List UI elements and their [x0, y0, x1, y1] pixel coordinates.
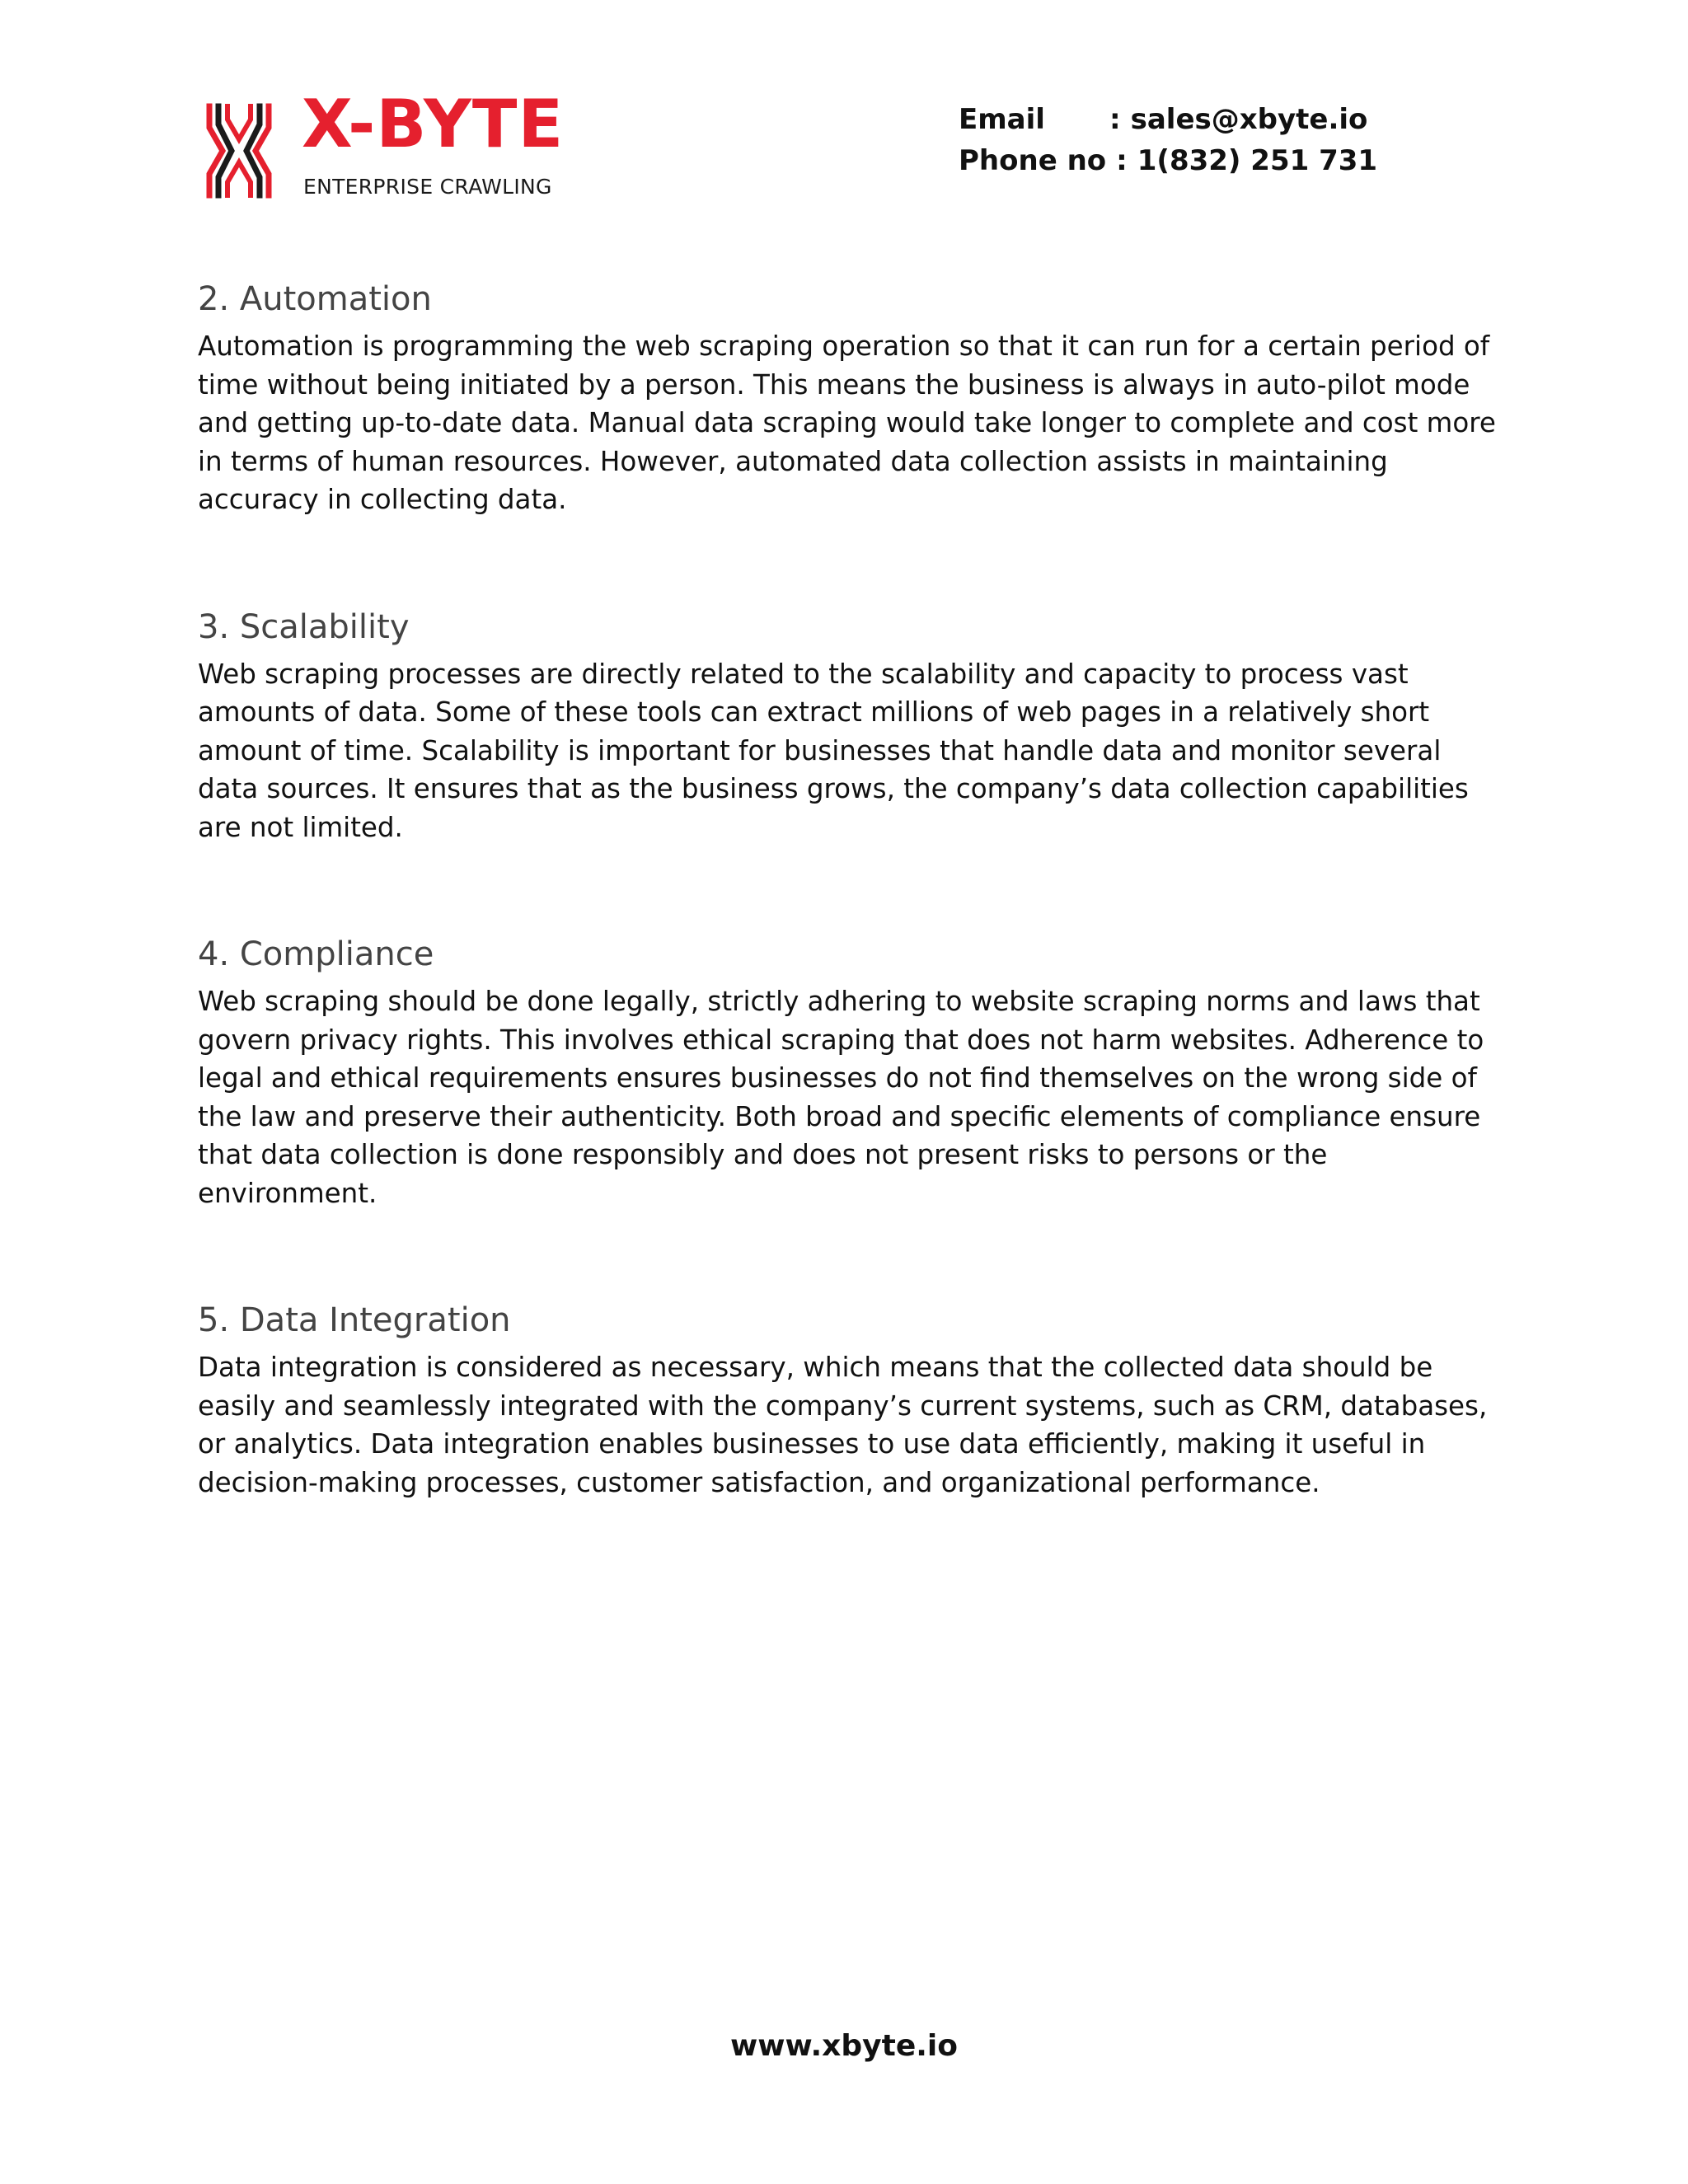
logo-wordmark: X-BYTE — [302, 86, 565, 162]
phone-separator: : — [1116, 144, 1128, 177]
email-value[interactable]: sales@xbyte.io — [1130, 103, 1368, 136]
footer-website-link[interactable]: www.xbyte.io — [730, 2029, 958, 2063]
section-paragraph: Web scraping should be done legally, strictly adhering to website scraping norms and laws that govern privacy rights. This involves ethical scraping that does not harm websites. Adherence to legal and ethical requirements ensures businesses do not find themselves on the wrong side of the law and preserve their authenticity. Both broad and specific elements of compliance ensure that data collection is done responsibly and does not present risks to persons or the environment. — [198, 986, 1484, 1209]
document-content — [198, 276, 1500, 1586]
section-heading: 4. Compliance — [198, 935, 434, 973]
section-paragraph: Data integration is considered as necessary, which means that the collected data should be easily and seamlessly integrated with the company’s current systems, such as CRM, databases, or analytics. Data integration enables businesses to use data efficiently, making it useful in decision-making processes, customer satisfaction, and organizational performance. — [198, 1352, 1488, 1498]
logo-tagline: ENTERPRISE CRAWLING — [303, 175, 552, 199]
contact-info — [959, 99, 1377, 181]
section-paragraph: Automation is programming the web scraping operation so that it can run for a certain period of time without being initiated by a person. This means the business is always in auto-pilot mode and getting up-to-date data. Manual data scraping would take longer to complete and cost more in terms of human resources. However, automated data collection assists in maintaining accuracy in collecting data. — [198, 330, 1496, 515]
section-heading: 5. Data Integration — [198, 1301, 511, 1339]
section-automation — [198, 276, 1500, 519]
email-label: Email — [959, 103, 1045, 136]
section-compliance — [198, 931, 1500, 1212]
phone-row — [959, 140, 1377, 181]
email-row — [959, 99, 1377, 140]
phone-value[interactable]: 1(832) 251 731 — [1137, 144, 1378, 177]
phone-label: Phone no — [959, 144, 1107, 177]
section-heading: 3. Scalability — [198, 607, 410, 646]
section-scalability — [198, 604, 1500, 847]
section-heading: 2. Automation — [198, 280, 432, 318]
section-data-integration — [198, 1297, 1500, 1502]
section-paragraph: Web scraping processes are directly related to the scalability and capacity to process vast amounts of data. Some of these tools can extract millions of web pages in a relatively short amount of time. Scalability is important for businesses that handle data and monitor several data sources. It ensures that as the business grows, the company’s data collection capabilities are not limited. — [198, 658, 1469, 843]
company-logo — [204, 86, 584, 202]
email-separator: : — [1109, 103, 1121, 136]
xbyte-logo-mark-icon — [204, 103, 274, 199]
